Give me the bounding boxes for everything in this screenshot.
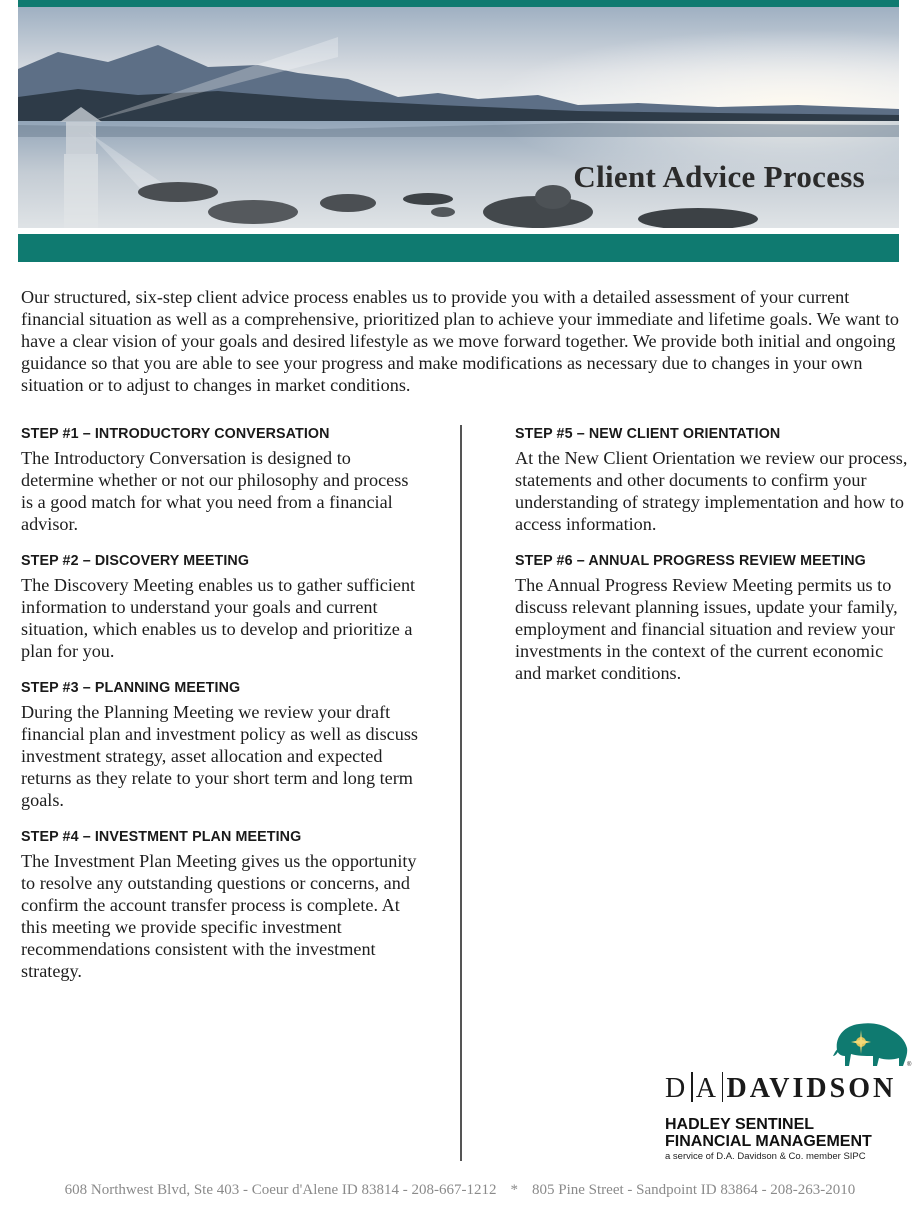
steps-right-column xyxy=(515,426,910,702)
step-body: The Discovery Meeting enables us to gather sufficient information to understand your goals and current situation, which enables us to develop and prioritize a plan for you. xyxy=(21,575,416,661)
company-logo xyxy=(665,1020,915,1165)
registered-mark: ® xyxy=(907,1062,912,1068)
footer-address-2: 805 Pine Street - Sandpoint ID 83864 - 208-263-2010 xyxy=(532,1182,856,1198)
step-4 xyxy=(21,829,421,982)
step-3 xyxy=(21,680,421,811)
header-banner xyxy=(18,7,899,228)
footer-addresses xyxy=(0,1182,920,1199)
bison-icon xyxy=(833,1020,911,1070)
step-heading: STEP #4 – INVESTMENT PLAN MEETING xyxy=(21,829,302,845)
top-accent-bar xyxy=(18,0,899,7)
brand-subline: a service of D.A. Davidson & Co. member SIPC xyxy=(665,1151,866,1162)
brand-letter-a: A xyxy=(695,1073,719,1104)
brand-letter-d: D xyxy=(665,1073,689,1104)
step-body: The Introductory Conversation is designed to determine whether or not our philosophy and process is a good match for what you need from a financial advisor. xyxy=(21,448,409,534)
step-body: During the Planning Meeting we review your draft financial plan and investment policy as well as discuss investment strategy, asset allocation and expected returns as they relate to your short term and long term goals. xyxy=(21,702,418,810)
wordmark-separator xyxy=(691,1072,693,1102)
step-body: At the New Client Orientation we review our process, statements and other documents to confirm your understanding of strategy implementation and how to access information. xyxy=(515,448,908,534)
step-body: The Annual Progress Review Meeting permits us to discuss relevant planning issues, update your family, employment and financial situation and review your investments in the context of the current economic and market conditions. xyxy=(515,575,898,683)
step-heading: STEP #2 – DISCOVERY MEETING xyxy=(21,553,250,569)
step-2 xyxy=(21,553,421,662)
step-5 xyxy=(515,426,910,535)
step-1 xyxy=(21,426,421,535)
brand-line-2: FINANCIAL MANAGEMENT xyxy=(665,1133,872,1150)
step-heading: STEP #3 – PLANNING MEETING xyxy=(21,680,241,696)
footer-separator: * xyxy=(510,1182,518,1198)
footer-address-1: 608 Northwest Blvd, Ste 403 - Coeur d'Alene ID 83814 - 208-667-1212 xyxy=(64,1182,497,1198)
wordmark-separator xyxy=(722,1072,724,1102)
page-title: Client Advice Process xyxy=(573,159,865,194)
step-body: The Investment Plan Meeting gives us the opportunity to resolve any outstanding questions or concerns, and confirm the account transfer process is complete. At this meeting we provide specific investment recommendations consistent with the investment strategy. xyxy=(21,851,417,981)
step-heading: STEP #5 – NEW CLIENT ORIENTATION xyxy=(515,426,781,442)
teal-divider-bar xyxy=(18,234,899,262)
intro-paragraph: Our structured, six-step client advice process enables us to provide you with a detailed assessment of your current financial situation as well as a comprehensive, prioritized plan to achieve your immediate and lifetime goals. We want to have a clear vision of your goals and desired lifestyle as we move forward together. We provide both initial and ongoing guidance so that you are able to see your progress and make modifications as necessary due to changes in your own situation or to adjust to changes in market conditions. xyxy=(21,287,899,395)
column-divider xyxy=(460,425,462,1161)
step-6 xyxy=(515,553,910,684)
step-heading: STEP #1 – INTRODUCTORY CONVERSATION xyxy=(21,426,330,442)
brand-wordmark xyxy=(665,1072,896,1105)
steps-left-column xyxy=(21,426,421,1000)
brand-line-1: HADLEY SENTINEL xyxy=(665,1116,815,1133)
brand-davidson: DAVIDSON xyxy=(726,1073,897,1104)
step-heading: STEP #6 – ANNUAL PROGRESS REVIEW MEETING xyxy=(515,553,866,569)
